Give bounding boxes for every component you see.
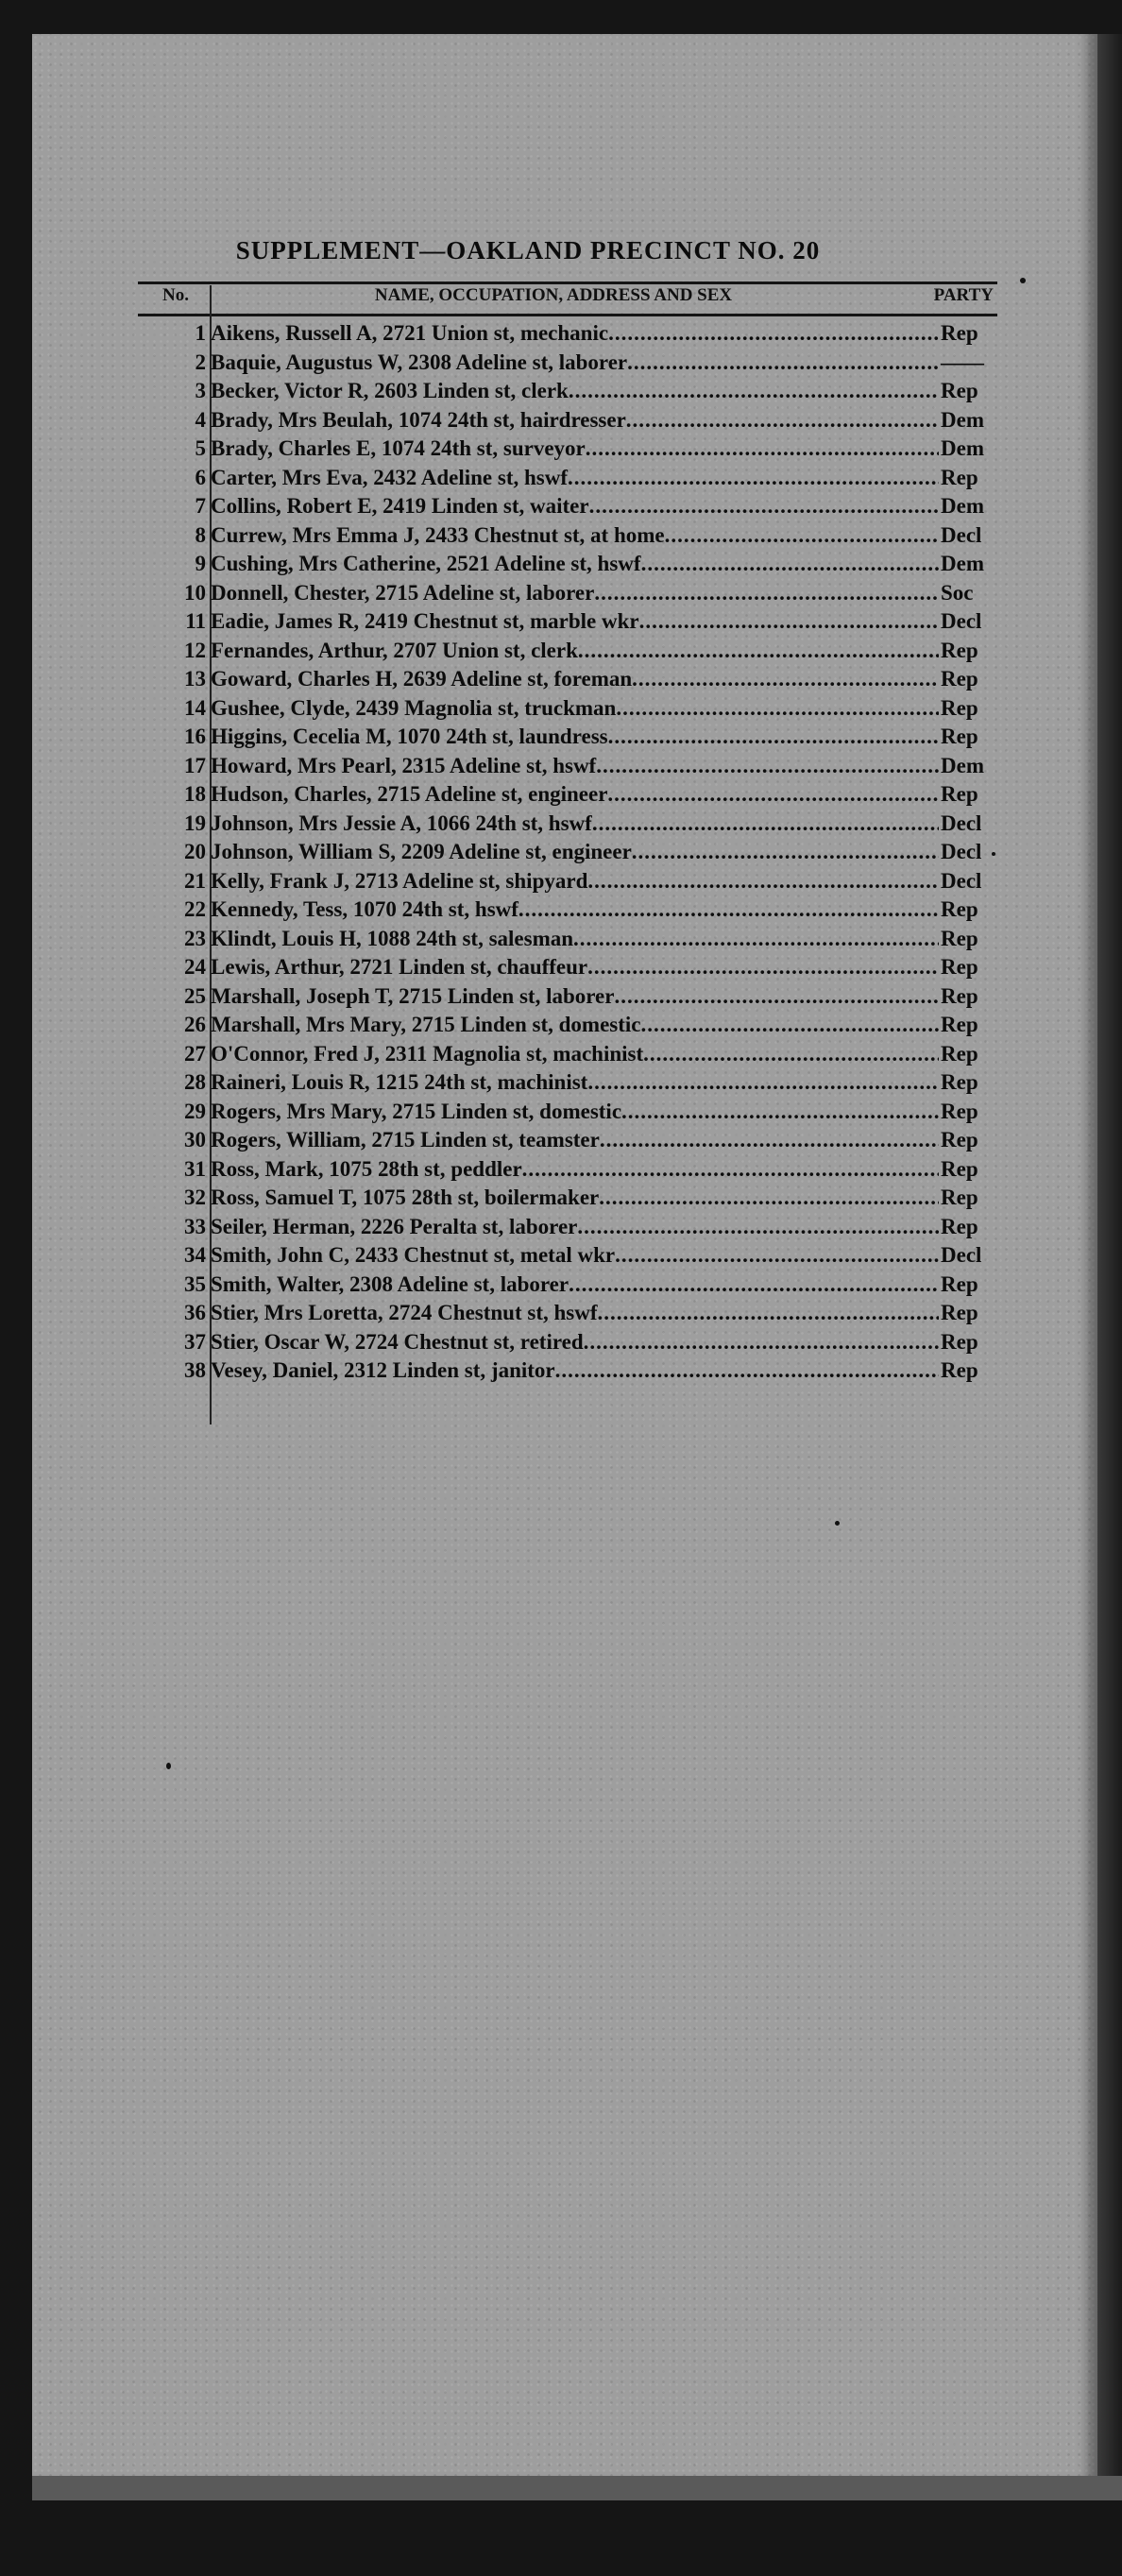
- row-number: 32: [184, 1186, 206, 1210]
- entry-text: Kennedy, Tess, 1070 24th st, hswf: [211, 897, 518, 922]
- row-number: 29: [184, 1099, 206, 1123]
- dot-leader: [639, 609, 939, 634]
- dot-leader: [518, 897, 939, 922]
- dot-leader: [626, 408, 939, 433]
- table-row: [138, 406, 997, 435]
- table-row: [138, 1328, 997, 1357]
- entry-text: Becker, Victor R, 2603 Linden st, clerk: [211, 379, 569, 403]
- party-value: Rep: [941, 1214, 978, 1238]
- table-row: [138, 377, 997, 406]
- entry-text: Raineri, Louis R, 1215 24th st, machinist: [211, 1070, 588, 1095]
- entry-text: Ross, Samuel T, 1075 28th st, boilermaker: [211, 1186, 600, 1210]
- entry-text: Kelly, Frank J, 2713 Adeline st, shipyard: [211, 868, 588, 893]
- row-entry: [208, 1042, 939, 1066]
- row-number: 36: [184, 1301, 206, 1325]
- dot-leader: [555, 1358, 939, 1383]
- party-value: Dem: [941, 753, 984, 777]
- entry-text: Eadie, James R, 2419 Chestnut st, marble wkr: [211, 609, 639, 634]
- dot-leader: [600, 1128, 939, 1152]
- table-row: [138, 752, 997, 781]
- column-header-party: PARTY: [933, 285, 994, 305]
- party-value: Rep: [941, 955, 978, 980]
- party-value: Rep: [941, 1041, 978, 1066]
- entry-text: Klindt, Louis H, 1088 24th st, salesman: [211, 926, 574, 950]
- row-number: 10: [184, 580, 206, 605]
- party-value: Rep: [941, 782, 978, 807]
- row-entry: [208, 639, 939, 663]
- party-value: Rep: [941, 667, 978, 691]
- party-value: Decl: [941, 840, 982, 864]
- dot-leader: [643, 1042, 939, 1066]
- party-value: Rep: [941, 897, 978, 922]
- dot-leader: [641, 552, 939, 576]
- row-number: 22: [184, 897, 206, 922]
- dot-leader: [578, 639, 939, 663]
- table-row: [138, 1299, 997, 1328]
- row-number: 35: [184, 1271, 206, 1296]
- dot-leader: [592, 811, 939, 836]
- column-header-no: No.: [162, 285, 189, 305]
- entry-text: Ross, Mark, 1075 28th st, peddler: [211, 1156, 522, 1181]
- entry-text: Aikens, Russell A, 2721 Union st, mechanic: [211, 321, 609, 346]
- row-number: 7: [195, 494, 206, 519]
- party-value: Decl: [941, 810, 982, 835]
- row-number: 1: [195, 321, 206, 346]
- table-row: [138, 550, 997, 579]
- row-entry: [208, 869, 939, 894]
- party-value: Rep: [941, 1329, 978, 1354]
- table-row: [138, 780, 997, 810]
- paper-speck: [835, 1521, 840, 1526]
- entry-text: Goward, Charles H, 2639 Adeline st, foreman: [211, 667, 633, 691]
- row-entry: [208, 811, 939, 836]
- dot-leader: [569, 379, 939, 403]
- table-row: [138, 521, 997, 551]
- entry-text: Cushing, Mrs Catherine, 2521 Adeline st, hswf: [211, 552, 641, 576]
- party-value: Decl: [941, 522, 982, 547]
- dot-leader: [587, 955, 939, 980]
- paper-speck: [166, 1763, 171, 1769]
- party-value: Rep: [941, 725, 978, 749]
- entry-text: Higgins, Cecelia M, 1070 24th st, laundress: [211, 725, 608, 749]
- table-row: [138, 1098, 997, 1127]
- entry-text: Fernandes, Arthur, 2707 Union st, clerk: [211, 638, 578, 662]
- row-number: 38: [184, 1358, 206, 1383]
- table-row: [138, 1068, 997, 1098]
- party-value: Rep: [941, 1070, 978, 1095]
- row-entry: [208, 379, 939, 403]
- entry-text: Stier, Oscar W, 2724 Chestnut st, retired: [211, 1329, 584, 1354]
- row-number: 16: [184, 725, 206, 749]
- row-number: 14: [184, 695, 206, 720]
- party-value: Dem: [941, 436, 984, 461]
- row-entry: [208, 1330, 939, 1355]
- row-number: 28: [184, 1070, 206, 1095]
- entry-text: Brady, Mrs Beulah, 1074 24th st, hairdresser: [211, 407, 626, 432]
- entry-text: Gushee, Clyde, 2439 Magnolia st, truckman: [211, 695, 617, 720]
- entry-text: Howard, Mrs Pearl, 2315 Adeline st, hswf: [211, 753, 597, 777]
- party-value: Rep: [941, 1271, 978, 1296]
- party-value: Rep: [941, 1358, 978, 1383]
- row-entry: [208, 1157, 939, 1182]
- entry-text: Baquie, Augustus W, 2308 Adeline st, laborer: [211, 350, 628, 374]
- entry-text: Johnson, Mrs Jessie A, 1066 24th st, hswf: [211, 810, 592, 835]
- entry-text: Carter, Mrs Eva, 2432 Adeline st, hswf: [211, 465, 568, 489]
- dot-leader: [598, 1301, 939, 1325]
- voter-list: [138, 319, 997, 1386]
- row-entry: [208, 1186, 939, 1210]
- entry-text: Collins, Robert E, 2419 Linden st, waiter: [211, 494, 589, 519]
- party-value: Dem: [941, 407, 984, 432]
- row-entry: [208, 1243, 939, 1268]
- table-row: [138, 1126, 997, 1155]
- dot-leader: [586, 436, 939, 461]
- row-number: 8: [195, 522, 206, 547]
- row-entry: [208, 897, 939, 922]
- party-value: Rep: [941, 379, 978, 403]
- table-row: [138, 349, 997, 378]
- row-entry: [208, 466, 939, 490]
- party-value: Rep: [941, 695, 978, 720]
- dot-leader: [573, 927, 939, 951]
- table-row: [138, 1155, 997, 1185]
- table-row: [138, 435, 997, 464]
- party-value: Rep: [941, 1128, 978, 1152]
- table-row: [138, 1011, 997, 1040]
- dot-leader: [614, 984, 939, 1009]
- table-row: [138, 1184, 997, 1213]
- entry-text: O'Connor, Fred J, 2311 Magnolia st, machinist: [211, 1041, 644, 1066]
- dot-leader: [569, 1272, 939, 1297]
- row-entry: [208, 494, 939, 519]
- party-value: Rep: [941, 983, 978, 1008]
- row-entry: [208, 1215, 939, 1239]
- party-value: Dem: [941, 552, 984, 576]
- dot-leader: [596, 754, 939, 778]
- dot-leader: [616, 696, 939, 721]
- dot-leader: [587, 1070, 939, 1095]
- entry-text: Vesey, Daniel, 2312 Linden st, janitor: [211, 1358, 555, 1383]
- table-row: [138, 579, 997, 608]
- entry-text: Stier, Mrs Loretta, 2724 Chestnut st, hswf: [211, 1301, 598, 1325]
- row-entry: [208, 840, 939, 864]
- row-number: 30: [184, 1128, 206, 1152]
- party-value: Soc: [941, 580, 974, 605]
- row-number: 3: [195, 379, 206, 403]
- row-entry: [208, 1272, 939, 1297]
- row-number: 18: [184, 782, 206, 807]
- dot-leader: [577, 1215, 939, 1239]
- row-number: 24: [184, 955, 206, 980]
- party-value: Rep: [941, 638, 978, 662]
- dot-leader: [608, 725, 939, 749]
- row-number: 13: [184, 667, 206, 691]
- row-number: 19: [184, 810, 206, 835]
- table-row: [138, 896, 997, 925]
- column-header-name: NAME, OCCUPATION, ADDRESS AND SEX: [374, 285, 733, 305]
- paper-speck: [992, 852, 995, 856]
- table-row: [138, 1241, 997, 1271]
- table-row: [138, 1271, 997, 1300]
- row-entry: [208, 927, 939, 951]
- party-value: Rep: [941, 1186, 978, 1210]
- dot-leader: [621, 1100, 939, 1124]
- party-value: Rep: [941, 465, 978, 489]
- table-row: [138, 982, 997, 1012]
- row-entry: [208, 984, 939, 1009]
- page-edge-shadow: [1097, 34, 1122, 2476]
- page-bottom-edge: [32, 2476, 1122, 2500]
- row-entry: [208, 955, 939, 980]
- row-number: 5: [195, 436, 206, 461]
- row-entry: [208, 523, 939, 548]
- row-number: 20: [184, 840, 206, 864]
- row-entry: [208, 350, 939, 375]
- row-entry: [208, 782, 939, 807]
- table-row: [138, 464, 997, 493]
- dot-leader: [599, 1186, 939, 1210]
- party-value: Decl: [941, 868, 982, 893]
- entry-text: Smith, John C, 2433 Chestnut st, metal wkr: [211, 1243, 616, 1268]
- entry-text: Donnell, Chester, 2715 Adeline st, laborer: [211, 580, 595, 605]
- row-entry: [208, 581, 939, 606]
- table-row: [138, 1213, 997, 1242]
- entry-text: Seiler, Herman, 2226 Peralta st, laborer: [211, 1214, 578, 1238]
- row-entry: [208, 552, 939, 576]
- row-entry: [208, 1358, 939, 1383]
- party-value: Rep: [941, 1156, 978, 1181]
- table-row: [138, 723, 997, 752]
- party-value: Dem: [941, 494, 984, 519]
- row-entry: [208, 754, 939, 778]
- row-entry: [208, 436, 939, 461]
- dot-leader: [568, 466, 939, 490]
- dot-leader: [632, 667, 939, 691]
- page-title: SUPPLEMENT—OAKLAND PRECINCT NO. 20: [235, 236, 821, 264]
- dot-leader: [607, 782, 939, 807]
- table-row: [138, 810, 997, 839]
- dot-leader: [584, 1330, 939, 1355]
- entry-text: Rogers, Mrs Mary, 2715 Linden st, domestic: [211, 1099, 622, 1123]
- table-row: [138, 1356, 997, 1386]
- row-number: 4: [195, 407, 206, 432]
- dot-leader: [608, 321, 939, 346]
- entry-text: Brady, Charles E, 1074 24th st, surveyor: [211, 436, 586, 461]
- row-entry: [208, 1301, 939, 1325]
- row-number: 26: [184, 1013, 206, 1037]
- row-entry: [208, 408, 939, 433]
- row-number: 12: [184, 638, 206, 662]
- table-row: [138, 838, 997, 867]
- header-rule-top: [138, 281, 997, 284]
- row-number: 31: [184, 1156, 206, 1181]
- table-row: [138, 867, 997, 896]
- party-value: Rep: [941, 1301, 978, 1325]
- table-row: [138, 925, 997, 954]
- table-row: [138, 694, 997, 724]
- party-value: Rep: [941, 1099, 978, 1123]
- dot-leader: [587, 869, 939, 894]
- row-number: 17: [184, 753, 206, 777]
- row-number: 9: [195, 552, 206, 576]
- dot-leader: [522, 1157, 939, 1182]
- entry-text: Smith, Walter, 2308 Adeline st, laborer: [211, 1271, 570, 1296]
- party-value: Decl: [941, 1243, 982, 1268]
- party-value: Rep: [941, 926, 978, 950]
- entry-text: Hudson, Charles, 2715 Adeline st, engineer: [211, 782, 608, 807]
- dot-leader: [627, 350, 939, 375]
- table-row: [138, 607, 997, 637]
- row-number: 23: [184, 926, 206, 950]
- row-entry: [208, 609, 939, 634]
- row-entry: [208, 1013, 939, 1037]
- dot-leader: [665, 523, 939, 548]
- table-row: [138, 665, 997, 694]
- dot-leader: [594, 581, 939, 606]
- entry-text: Johnson, William S, 2209 Adeline st, engineer: [211, 840, 632, 864]
- party-value: Decl: [941, 609, 982, 634]
- row-entry: [208, 1100, 939, 1124]
- paper-speck: [1020, 278, 1026, 283]
- party-value: Rep: [941, 321, 978, 346]
- row-number: 2: [195, 350, 206, 374]
- entry-text: Marshall, Joseph T, 2715 Linden st, laborer: [211, 983, 615, 1008]
- row-entry: [208, 321, 939, 346]
- dot-leader: [615, 1243, 939, 1268]
- table-row: [138, 637, 997, 666]
- row-number: 33: [184, 1214, 206, 1238]
- row-number: 27: [184, 1041, 206, 1066]
- dot-leader: [641, 1013, 940, 1037]
- party-value: ——: [941, 350, 984, 374]
- table-row: [138, 319, 997, 349]
- dot-leader: [589, 494, 939, 519]
- row-number: 11: [185, 609, 206, 634]
- entry-text: Rogers, William, 2715 Linden st, teamster: [211, 1128, 600, 1152]
- row-entry: [208, 667, 939, 691]
- table-row: [138, 1040, 997, 1069]
- row-entry: [208, 1128, 939, 1152]
- table-row: [138, 492, 997, 521]
- row-number: 37: [184, 1329, 206, 1354]
- dot-leader: [632, 840, 939, 864]
- entry-text: Marshall, Mrs Mary, 2715 Linden st, domestic: [211, 1013, 641, 1037]
- row-number: 6: [195, 465, 206, 489]
- row-number: 21: [184, 868, 206, 893]
- entry-text: Currew, Mrs Emma J, 2433 Chestnut st, at home: [211, 522, 665, 547]
- row-number: 25: [184, 983, 206, 1008]
- row-number: 34: [184, 1243, 206, 1268]
- entry-text: Lewis, Arthur, 2721 Linden st, chauffeur: [211, 955, 588, 980]
- row-entry: [208, 725, 939, 749]
- header-rule-bottom: [138, 314, 997, 316]
- party-value: Rep: [941, 1013, 978, 1037]
- table-row: [138, 953, 997, 982]
- row-entry: [208, 1070, 939, 1095]
- row-entry: [208, 696, 939, 721]
- document-page: [32, 34, 1097, 2476]
